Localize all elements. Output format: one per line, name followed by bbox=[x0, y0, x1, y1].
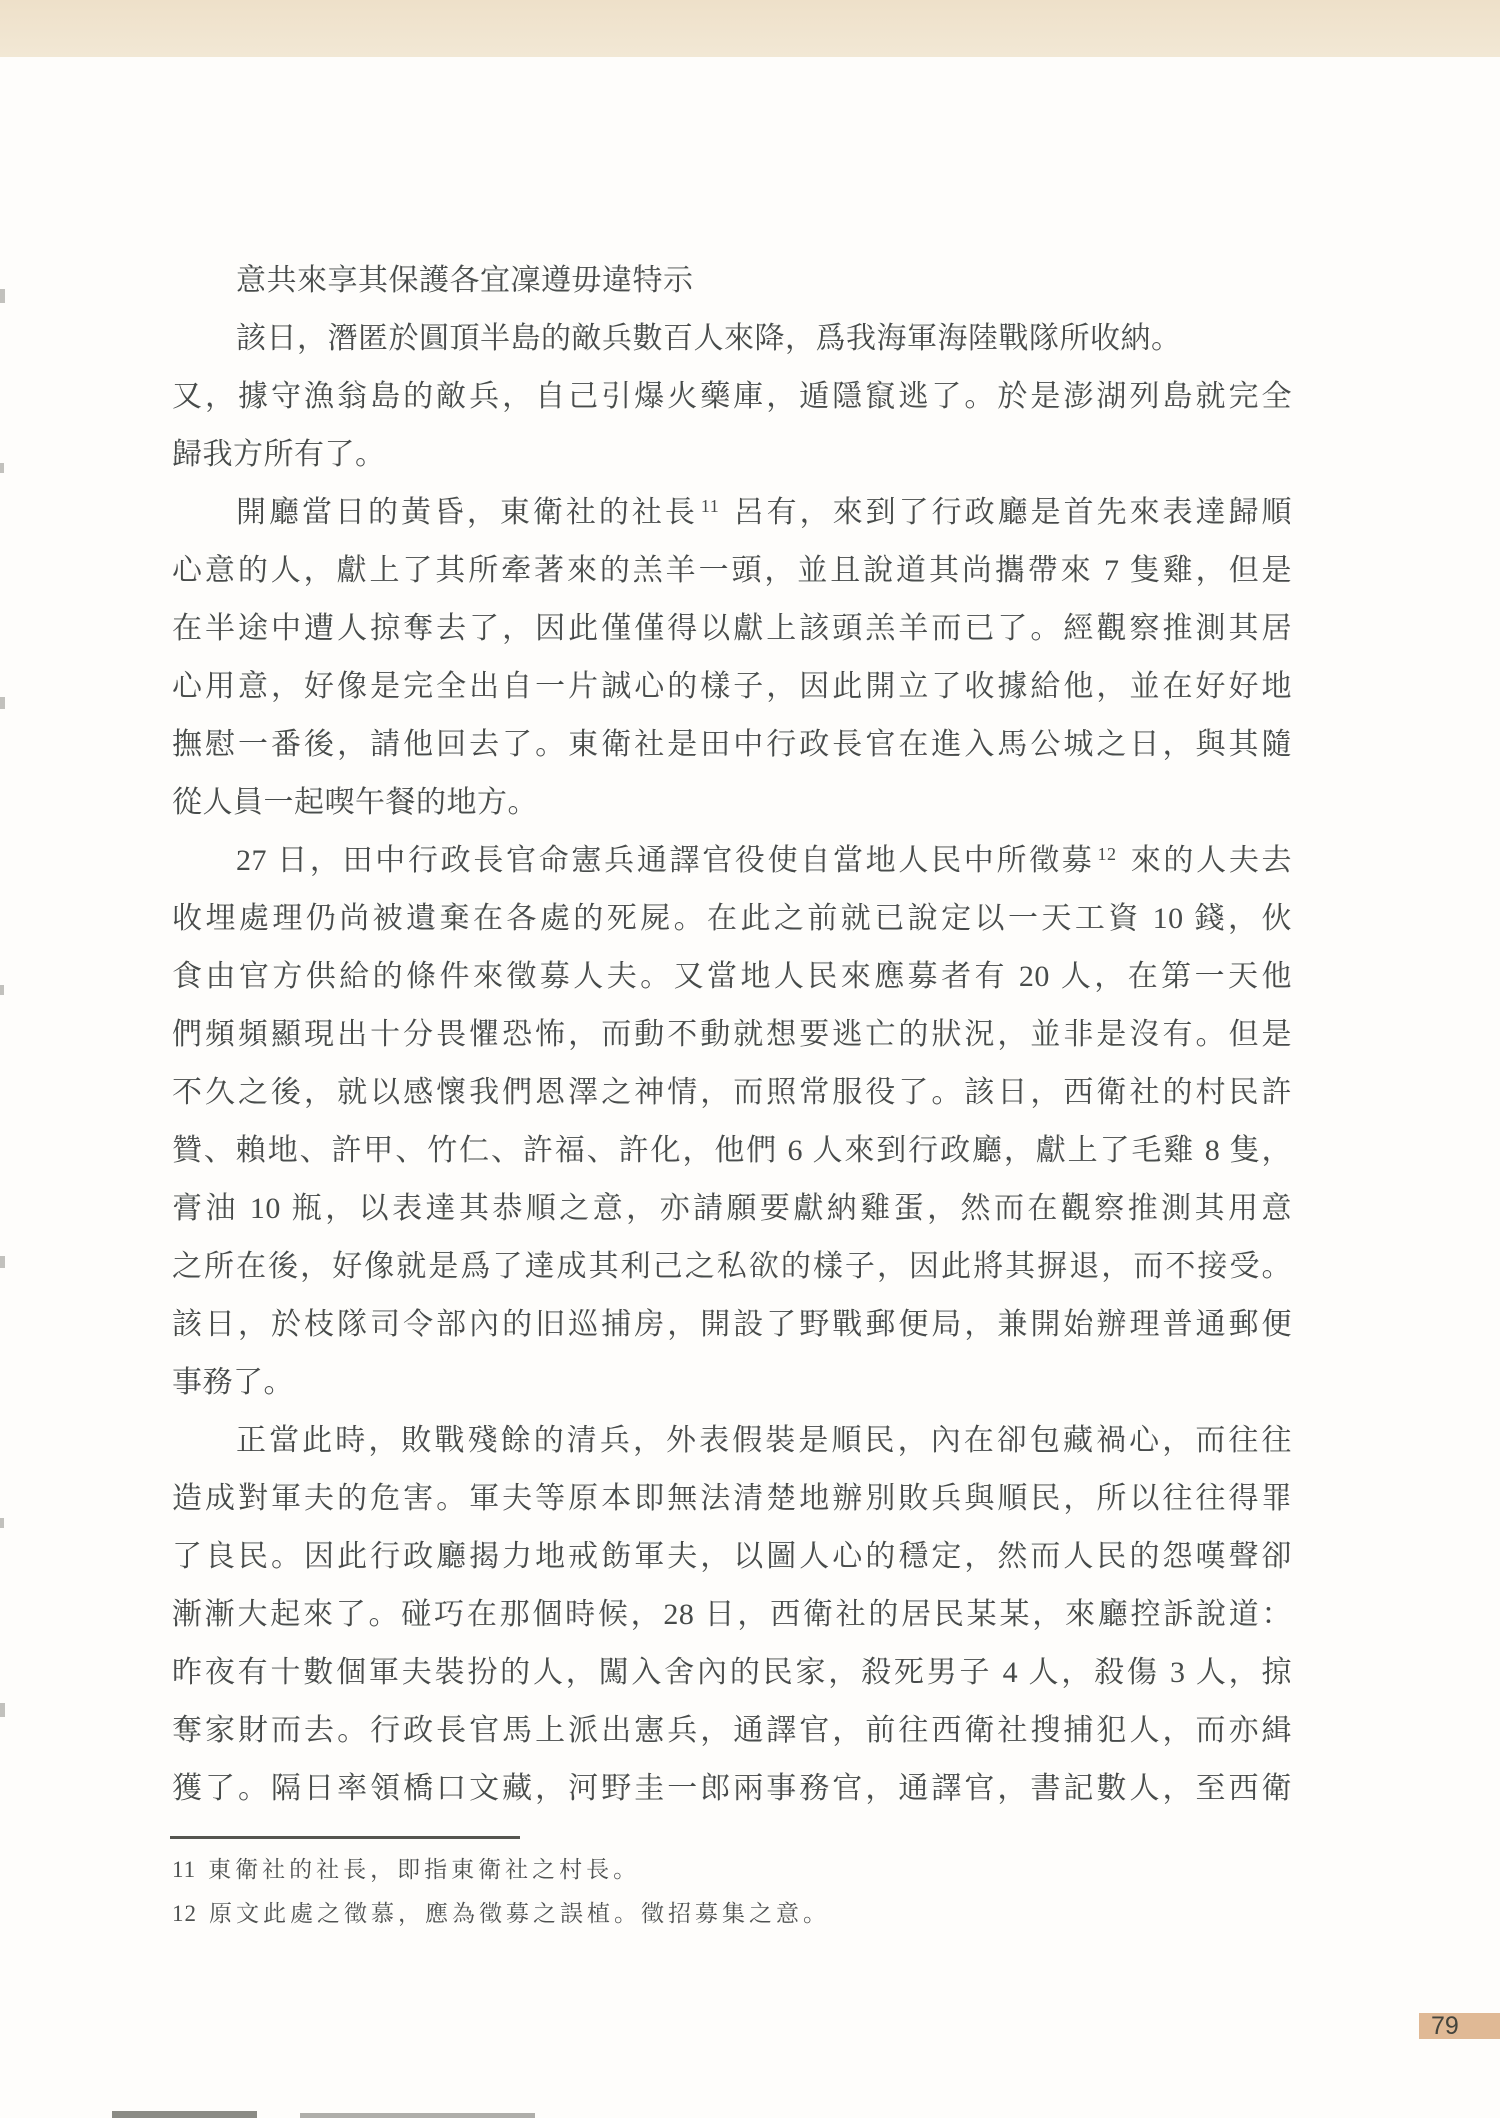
text-line bbox=[172, 484, 1292, 542]
text-line: 不久之後，就以感懷我們恩澤之神情，而照常服役了。該日，西衛社的村民許 bbox=[172, 1076, 1292, 1109]
scan-artifact bbox=[112, 2111, 257, 2118]
text-line: 正當此時，敗戰殘餘的清兵，外表假裝是順民，內在卻包藏禍心，而往往 bbox=[236, 1424, 1292, 1457]
text-segment: 呂有，來到了行政廳是首先來表達歸順 bbox=[731, 496, 1292, 529]
footnote-ref: 11 bbox=[700, 496, 720, 517]
footnotes bbox=[172, 1848, 830, 1936]
text-line: 獲了。隔日率領橋口文藏，河野圭一郎兩事務官，通譯官，書記數人，至西衛 bbox=[172, 1772, 1292, 1805]
scan-artifact bbox=[0, 1518, 4, 1528]
top-band bbox=[0, 0, 1500, 57]
text-line: 歸我方所有了。 bbox=[172, 438, 386, 471]
text-line: 們頻頻顯現出十分畏懼恐怖，而動不動就想要逃亡的狀況，並非是沒有。但是 bbox=[172, 1018, 1292, 1051]
text-line: 了良民。因此行政廳揭力地戒飭軍夫，以圖人心的穩定，然而人民的怨嘆聲卻 bbox=[172, 1540, 1292, 1573]
text-line: 事務了。 bbox=[172, 1366, 294, 1399]
text-line: 收埋處理仍尚被遺棄在各處的死屍。在此之前就已說定以一天工資 10 錢，伙 bbox=[172, 902, 1292, 935]
footnote bbox=[172, 1848, 830, 1892]
body-text bbox=[172, 252, 1292, 1818]
scan-artifact bbox=[0, 289, 5, 303]
text-segment: 27 日，田中行政長官命憲兵通譯官役使自當地人民中所徵募 bbox=[236, 844, 1095, 877]
footnote-rule bbox=[170, 1836, 520, 1839]
text-line: 食由官方供給的條件來徵募人夫。又當地人民來應募者有 20 人，在第一天他 bbox=[172, 960, 1292, 993]
page-number: 79 bbox=[1431, 2012, 1459, 2040]
text-line: 造成對軍夫的危害。軍夫等原本即無法清楚地辦別敗兵與順民，所以往往得罪 bbox=[172, 1482, 1292, 1515]
text-line: 該日，於枝隊司令部內的旧巡捕房，開設了野戰郵便局，兼開始辦理普通郵便 bbox=[172, 1308, 1292, 1341]
scan-artifact bbox=[0, 1703, 5, 1717]
footnote-number: 12 bbox=[172, 1901, 197, 1926]
text-line: 膏油 10 瓶，以表達其恭順之意，亦請願要獻納雞蛋，然而在觀察推測其用意 bbox=[172, 1192, 1292, 1225]
scan-artifact bbox=[0, 1256, 5, 1268]
text-line bbox=[172, 832, 1292, 890]
text-line: 奪家財而去。行政長官馬上派出憲兵，通譯官，前往西衛社搜捕犯人，而亦緝 bbox=[172, 1714, 1292, 1747]
footnote-ref: 12 bbox=[1097, 844, 1117, 865]
footnote-number: 11 bbox=[172, 1857, 197, 1882]
text-line: 在半途中遭人掠奪去了，因此僅僅得以獻上該頭羔羊而已了。經觀察推測其居 bbox=[172, 612, 1292, 645]
text-line: 該日，潛匿於圓頂半島的敵兵數百人來降，爲我海軍海陸戰隊所收納。 bbox=[236, 322, 1182, 355]
scan-artifact bbox=[0, 697, 5, 709]
page-number-tab bbox=[1419, 2013, 1500, 2039]
text-line: 之所在後，好像就是爲了達成其利己之私欲的樣子，因此將其摒退，而不接受。 bbox=[172, 1250, 1292, 1283]
scan-artifact bbox=[0, 985, 4, 995]
text-line: 昨夜有十數個軍夫裝扮的人，闖入舍內的民家，殺死男子 4 人，殺傷 3 人，掠 bbox=[172, 1656, 1292, 1689]
text-line: 意共來享其保護各宜凜遵毋違特示 bbox=[236, 264, 694, 297]
text-line: 從人員一起喫午餐的地方。 bbox=[172, 786, 538, 819]
text-segment: 來的人夫去 bbox=[1128, 844, 1292, 877]
footnote-text: 原文此處之徵慕，應為徵募之誤植。徵招募集之意。 bbox=[209, 1901, 830, 1926]
text-line: 漸漸大起來了。碰巧在那個時候，28 日，西衛社的居民某某，來廳控訴說道： bbox=[172, 1598, 1292, 1631]
text-line: 贊、賴地、許甲、竹仁、許福、許化，他們 6 人來到行政廳，獻上了毛雞 8 隻， bbox=[172, 1134, 1292, 1167]
text-line: 心用意，好像是完全出自一片誠心的樣子，因此開立了收據給他，並在好好地 bbox=[172, 670, 1292, 703]
text-line: 撫慰一番後，請他回去了。東衛社是田中行政長官在進入馬公城之日，與其隨 bbox=[172, 728, 1292, 761]
scan-artifact bbox=[300, 2113, 535, 2118]
text-segment: 開廳當日的黃昏，東衛社的社長 bbox=[236, 496, 698, 529]
scan-artifact bbox=[0, 463, 4, 473]
footnote-text: 東衛社的社長，即指東衛社之村長。 bbox=[208, 1857, 641, 1882]
text-line: 心意的人，獻上了其所牽著來的羔羊一頭，並且說道其尚攜帶來 7 隻雞，但是 bbox=[172, 554, 1292, 587]
text-line: 又，據守漁翁島的敵兵，自己引爆火藥庫，遁隱竄逃了。於是澎湖列島就完全 bbox=[172, 380, 1292, 413]
footnote bbox=[172, 1892, 830, 1936]
